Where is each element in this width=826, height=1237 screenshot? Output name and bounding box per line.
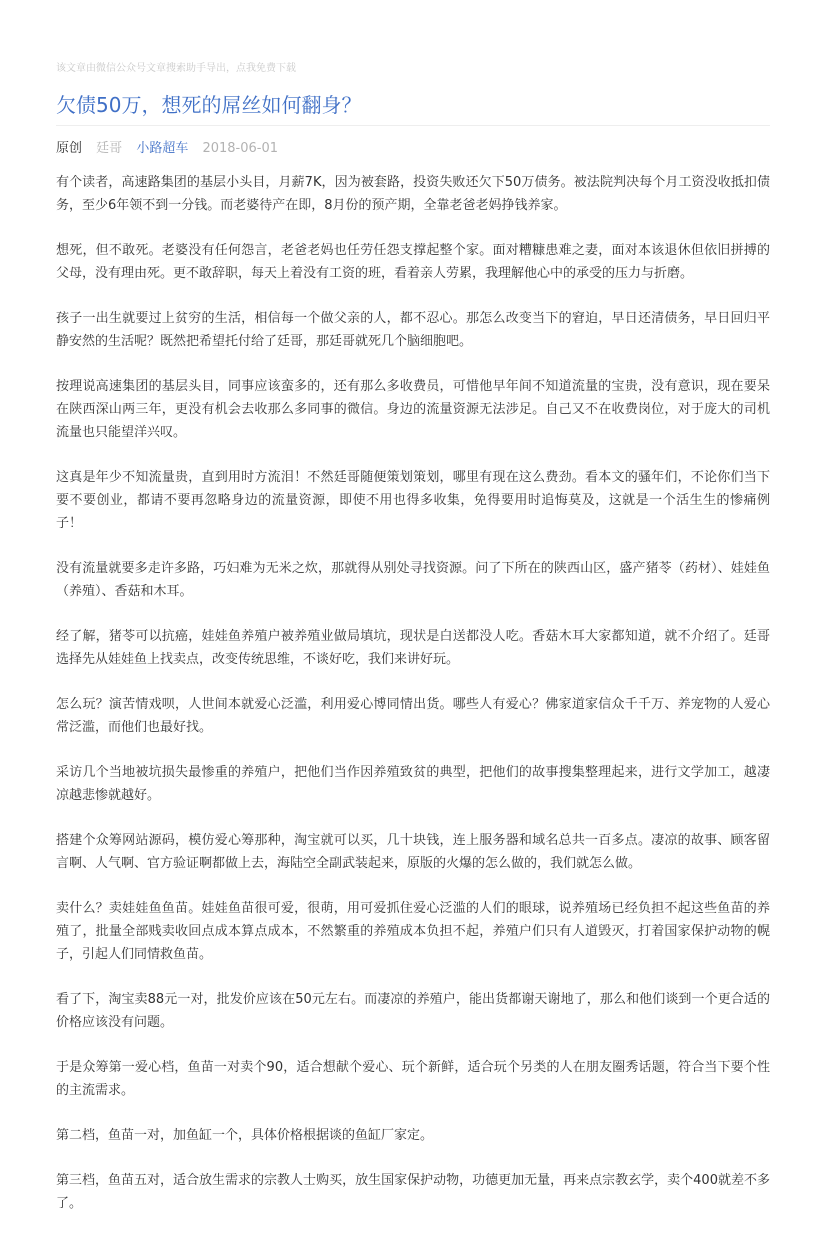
paragraph: 搭建个众筹网站源码，模仿爱心筹那种，淘宝就可以买，几十块钱，连上服务器和域名总共一百多点。凄凉的故事、顾客留言啊、人气啊、官方验证啊都做上去，海陆空全副武装起来，原版的火爆的怎么做的，我们就怎么做。 [56, 833, 770, 871]
article-meta [56, 139, 288, 159]
paragraph: 于是众筹第一爱心档，鱼苗一对卖个90，适合想献个爱心、玩个新鲜，适合玩个另类的人在朋友圈秀话题，符合当下要个性的主流需求。 [56, 1060, 770, 1098]
export-source-note[interactable]: 该文章由微信公众号文章搜索助手导出，点我免费下载 [56, 63, 296, 74]
paragraph: 这真是年少不知流量贵，直到用时方流泪！不然廷哥随便策划策划，哪里有现在这么费劲。看本文的骚年们，不论你们当下要不要创业，都请不要再忽略身边的流量资源，即使不用也得多收集，免得要用时追悔莫及，这就是一个活生生的惨痛例子！ [56, 470, 770, 531]
paragraph: 想死，但不敢死。老婆没有任何怨言，老爸老妈也任劳任怨支撑起整个家。面对糟糠患难之妻，面对本该退休但依旧拼搏的父母，没有理由死。更不敢辞职，每天上着没有工资的班，看着亲人劳累，我理解他心中的承受的压力与折磨。 [56, 243, 770, 281]
paragraph: 第二档，鱼苗一对，加鱼缸一个，具体价格根据谈的鱼缸厂家定。 [56, 1128, 434, 1143]
paragraph: 采访几个当地被坑损失最惨重的养殖户，把他们当作因养殖致贫的典型，把他们的故事搜集整理起来，进行文学加工，越凄凉越悲惨就越好。 [56, 765, 770, 803]
paragraph: 第三档，鱼苗五对，适合放生需求的宗教人士购买，放生国家保护动物，功德更加无量，再来点宗教玄学，卖个400就差不多了。 [56, 1173, 770, 1211]
paragraph: 按理说高速集团的基层头目，同事应该蛮多的，还有那么多收费员，可惜他早年间不知道流量的宝贵，没有意识，现在要呆在陕西深山两三年，更没有机会去收那么多同事的微信。身边的流量资源无法涉足。自己又不在收费岗位，对于庞大的司机流量也只能望洋兴叹。 [56, 379, 770, 440]
account-link[interactable]: 小路超车 [136, 141, 189, 156]
paragraph: 经了解，猪苓可以抗癌，娃娃鱼养殖户被养殖业做局填坑，现状是白送都没人吃。香菇木耳大家都知道，就不介绍了。廷哥选择先从娃娃鱼上找卖点，改变传统思维，不谈好吃，我们来讲好玩。 [56, 629, 770, 667]
original-tag: 原创 [56, 141, 83, 156]
title-divider [56, 125, 770, 126]
paragraph: 有个读者，高速路集团的基层小头目，月薪7K，因为被套路，投资失败还欠下50万债务。被法院判决每个月工资没收抵扣债务，至少6年领不到一分钱。而老婆待产在即，8月份的预产期，全靠老爸老妈挣钱养家。 [56, 175, 770, 213]
author-name: 廷哥 [96, 141, 123, 156]
paragraph: 卖什么？卖娃娃鱼鱼苗。娃娃鱼苗很可爱，很萌，用可爱抓住爱心泛滥的人们的眼球，说养殖场已经负担不起这些鱼苗的养殖了，批量全部贱卖收回点成本算点成本，不然繁重的养殖成本负担不起，养殖户们只有人道毁灭，打着国家保护动物的幌子，引起人们同情救鱼苗。 [56, 901, 770, 962]
paragraph: 怎么玩？演苦情戏呗，人世间本就爱心泛滥，利用爱心博同情出货。哪些人有爱心？佛家道家信众千千万、养宠物的人爱心常泛滥，而他们也最好找。 [56, 697, 770, 735]
paragraph: 看了下，淘宝卖88元一对，批发价应该在50元左右。而凄凉的养殖户，能出货都谢天谢地了，那么和他们谈到一个更合适的价格应该没有问题。 [56, 992, 770, 1030]
article-body [56, 171, 770, 1237]
publish-date: 2018-06-01 [202, 141, 279, 156]
paragraph: 孩子一出生就要过上贫穷的生活，相信每一个做父亲的人，都不忍心。那怎么改变当下的窘迫，早日还清债务，早日回归平静安然的生活呢？既然把希望托付给了廷哥，那廷哥就死几个脑细胞吧。 [56, 311, 770, 349]
paragraph: 没有流量就要多走许多路，巧妇难为无米之炊，那就得从别处寻找资源。问了下所在的陕西山区，盛产猪苓（药材）、娃娃鱼（养殖）、香菇和木耳。 [56, 561, 770, 599]
article-title: 欠债50万，想死的屌丝如何翻身？ [56, 93, 362, 117]
